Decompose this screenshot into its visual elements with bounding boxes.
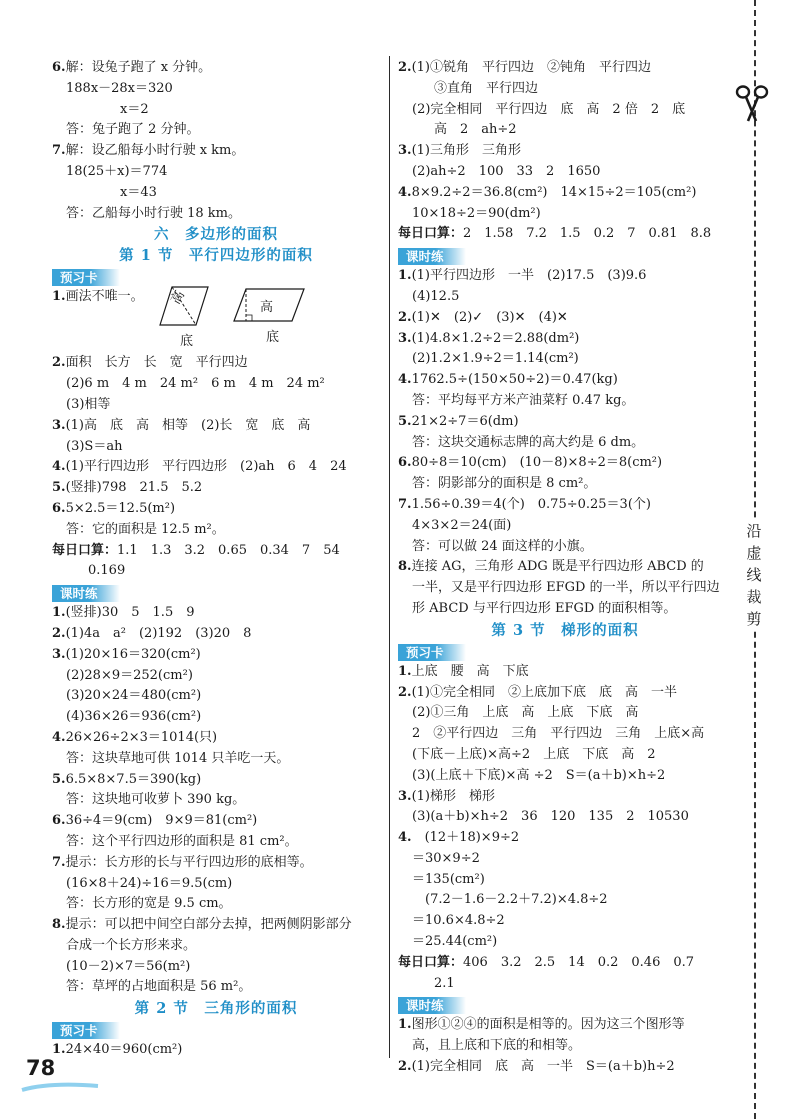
answer-content: 一半，又是平行四边形 EFGD 的一半，所以平行四边 <box>412 580 720 596</box>
answer-line <box>398 433 732 454</box>
question-number: 3. <box>52 417 66 433</box>
answer-content: 2 ②平行四边 三角 平行四边 三角 上底×高 <box>412 726 705 742</box>
answer-line <box>52 603 380 624</box>
daily-mental-math-label: 每日口算： <box>52 542 118 558</box>
answer-content: 21×2÷7＝6(dm) <box>411 413 519 429</box>
section-title: 第 2 节 三角形的面积 <box>134 1000 298 1018</box>
answer-content: (3)S＝ah <box>66 438 123 454</box>
answer-text <box>52 287 144 307</box>
question-number: 7. <box>52 854 66 870</box>
question-number: 5. <box>52 480 66 496</box>
answer-content: (7.2－1.6－2.2＋7.2)×4.8÷2 <box>412 892 608 908</box>
answer-line <box>52 770 380 791</box>
answer-line <box>52 811 380 832</box>
answer-content: x＝2 <box>120 101 149 117</box>
answer-line <box>52 478 380 499</box>
answer-line <box>52 728 380 749</box>
answer-line <box>52 457 380 478</box>
answer-line <box>52 686 380 707</box>
answer-line <box>52 100 380 121</box>
answer-content: (2)28×9＝252(cm²) <box>66 667 193 683</box>
answer-content: 6.5×8×7.5＝390(kg) <box>65 771 202 787</box>
answer-content: 0.169 <box>88 563 126 579</box>
answer-line <box>52 915 380 936</box>
section-tag: 课时练 <box>52 585 120 602</box>
cut-instruction <box>740 520 768 630</box>
answer-content: 答：可以做 24 面这样的小旗。 <box>412 538 593 554</box>
question-number: 3. <box>52 646 66 662</box>
answer-content: ＝30×9÷2 <box>412 850 480 866</box>
answer-line <box>398 162 732 183</box>
section-tag: 预习卡 <box>398 644 466 661</box>
right-column <box>398 58 732 1078</box>
answer-line <box>398 599 732 620</box>
answer-line <box>398 911 732 932</box>
question-number: 7. <box>398 496 412 512</box>
question-number: 3. <box>398 143 412 159</box>
column-divider <box>389 56 390 1058</box>
question-number: 4. <box>398 830 412 846</box>
answer-line <box>52 957 380 978</box>
answer-line <box>398 787 732 808</box>
answer-line <box>52 79 380 100</box>
answer-line <box>52 666 380 687</box>
answer-line <box>398 308 732 329</box>
question-number: 4. <box>398 372 412 388</box>
section-tag-row <box>398 994 732 1015</box>
daily-mental-math-label: 每日口算： <box>398 226 464 242</box>
answer-line <box>398 58 732 79</box>
figure-label: 底 <box>180 334 194 350</box>
answer-line <box>52 707 380 728</box>
answer-content: 8×9.2÷2＝36.8(cm²) 14×15÷2＝105(cm²) <box>411 184 697 200</box>
answer-content: (1)✕ (2)✓ (3)✕ (4)✕ <box>411 309 568 325</box>
answer-content: (3)(a＋b)×h÷2 36 120 135 2 10530 <box>412 809 689 825</box>
answer-content: 1.56÷0.39＝4(个) 0.75÷0.25＝3(个) <box>411 496 651 512</box>
answer-line-with-figure <box>52 287 380 353</box>
answer-content: (1)平行四边形 平行四边形 (2)ah 6 4 24 <box>65 459 347 475</box>
answer-content: (1)三角形 三角形 <box>411 143 521 159</box>
question-number: 3. <box>398 788 412 804</box>
answer-line <box>398 224 732 245</box>
answer-content: x＝43 <box>120 184 157 200</box>
answer-line <box>398 683 732 704</box>
answer-line <box>398 703 732 724</box>
answer-content: 答：这块交通标志牌的高大约是 6 dm。 <box>412 434 645 450</box>
answer-content: 提示：长方形的长与平行四边形的底相等。 <box>65 854 313 870</box>
answer-content: 合成一个长方形来求。 <box>66 937 197 953</box>
answer-content: (1)完全相同 底 高 一半 S＝(a＋b)h÷2 <box>411 1059 675 1075</box>
answer-content: 1762.5÷(150×50÷2)＝0.47(kg) <box>411 372 618 388</box>
answer-content: (2)1.2×1.9÷2＝1.14(cm²) <box>412 351 579 367</box>
answer-content: 4×3×2＝24(面) <box>412 517 512 533</box>
answer-content: 2.1 <box>434 975 455 991</box>
answer-line <box>52 183 380 204</box>
section-tag: 课时练 <box>398 997 466 1014</box>
answer-line <box>52 437 380 458</box>
answer-line <box>398 391 732 412</box>
answer-line <box>398 370 732 391</box>
answer-line <box>398 183 732 204</box>
answer-line <box>52 790 380 811</box>
answer-content: (16×8＋24)÷16＝9.5(cm) <box>66 875 233 891</box>
answer-line <box>398 578 732 599</box>
answer-content: 406 3.2 2.5 14 0.2 0.46 0.7 <box>463 954 695 970</box>
answer-line <box>398 828 732 849</box>
answer-content: 36÷4＝9(cm) 9×9＝81(cm²) <box>65 813 258 829</box>
section-tag: 课时练 <box>398 248 466 265</box>
answer-content: 上底 腰 高 下底 <box>411 663 529 679</box>
answer-content: (1)①锐角 平行四边 ②钝角 平行四边 <box>411 60 651 75</box>
answer-line <box>398 849 732 870</box>
answer-line <box>398 287 732 308</box>
daily-mental-math-label: 每日口算： <box>398 954 464 970</box>
answer-line <box>52 561 380 582</box>
figure-label: 高 <box>168 288 188 308</box>
question-number: 6. <box>52 60 66 75</box>
answer-content: 26×26÷2×3＝1014(只) <box>65 729 218 745</box>
answer-line <box>398 141 732 162</box>
answer-content: 面积 长方 长 宽 平行四边 <box>65 355 248 371</box>
section-tag-row <box>52 1019 380 1040</box>
question-number: 1. <box>52 1042 66 1058</box>
answer-line <box>398 100 732 121</box>
answer-content: (2)6 m 4 m 24 m² 6 m 4 m 24 m² <box>66 376 325 392</box>
answer-line <box>398 557 732 578</box>
answer-line <box>52 162 380 183</box>
section-title: 第 3 节 梯形的面积 <box>491 621 639 639</box>
answer-content: 答：这个平行四边形的面积是 81 cm²。 <box>66 833 298 849</box>
question-number: 2. <box>52 355 66 371</box>
answer-content: 答：乙船每小时行驶 18 km。 <box>66 205 242 221</box>
answer-line <box>52 749 380 770</box>
scissors-icon <box>734 84 770 124</box>
answer-content: ＝10.6×4.8÷2 <box>412 913 505 929</box>
answer-line <box>398 204 732 225</box>
answer-content: 答：长方形的宽是 9.5 cm。 <box>66 896 232 912</box>
answer-line <box>398 412 732 433</box>
question-number: 4. <box>52 729 66 745</box>
answer-line <box>398 516 732 537</box>
answer-line <box>398 662 732 683</box>
question-number: 1. <box>398 663 412 679</box>
answer-line <box>52 936 380 957</box>
figure-label: 底 <box>266 330 280 346</box>
section-tag-row <box>398 641 732 662</box>
answer-line <box>398 890 732 911</box>
answer-line <box>52 395 380 416</box>
answer-line <box>398 766 732 787</box>
answer-content: 答：平均每平方米产油菜籽 0.47 kg。 <box>412 392 635 408</box>
answer-content: (3)相等 <box>66 396 111 412</box>
answer-line <box>52 416 380 437</box>
question-number: 4. <box>398 184 412 200</box>
answer-line <box>398 474 732 495</box>
answer-line <box>398 453 732 474</box>
answer-line <box>52 204 380 225</box>
answer-content: 解：设兔子跑了 x 分钟。 <box>65 60 212 75</box>
section-title: 第 1 节 平行四边形的面积 <box>119 247 313 265</box>
answer-line <box>52 1040 380 1061</box>
question-number: 1. <box>398 1017 412 1033</box>
cut-instruction-char: 剪 <box>746 610 762 628</box>
answer-line <box>398 349 732 370</box>
page-number: 78 <box>26 1056 56 1080</box>
answer-line <box>398 1036 732 1057</box>
answer-line <box>398 1015 732 1036</box>
answer-content: 答：这块地可收萝卜 390 kg。 <box>66 792 246 808</box>
question-number: 2. <box>398 1059 412 1075</box>
question-number: 6. <box>398 455 412 471</box>
section-title: 六 多边形的面积 <box>154 226 278 244</box>
section-tag-row <box>52 582 380 603</box>
question-number: 2. <box>398 60 412 75</box>
answer-line <box>398 537 732 558</box>
answer-line <box>398 120 732 141</box>
answer-content: (12＋18)×9÷2 <box>411 830 520 846</box>
answer-content: 5×2.5＝12.5(m²) <box>65 500 176 516</box>
answer-content: 高，且上底和下底的和相等。 <box>412 1038 582 1054</box>
answer-content: (竖排)798 21.5 5.2 <box>65 480 203 496</box>
answer-line <box>398 266 732 287</box>
answer-content: 答：兔子跑了 2 分钟。 <box>66 122 200 138</box>
right-angle-mark <box>246 315 252 321</box>
question-number: 2. <box>398 309 412 325</box>
answer-line <box>52 374 380 395</box>
figure-label: 高 <box>260 300 274 316</box>
answer-content: (2)完全相同 平行四边 底 高 2 倍 2 底 <box>412 101 686 117</box>
parallelogram-figures <box>142 275 362 357</box>
cut-instruction-char: 虚 <box>746 544 762 562</box>
answer-content: (1)平行四边形 一半 (2)17.5 (3)9.6 <box>411 268 647 284</box>
answer-content: ③直角 平行四边 <box>434 80 539 96</box>
answer-content: 答：它的面积是 12.5 m²。 <box>66 521 225 537</box>
answer-content: (4)36×26＝936(cm²) <box>66 709 202 725</box>
question-number: 1. <box>52 289 66 305</box>
answer-content: 图形①②④的面积是相等的。因为这三个图形等 <box>411 1017 685 1033</box>
section-tag: 预习卡 <box>52 1022 120 1039</box>
answer-content: (1)梯形 梯形 <box>411 788 495 804</box>
answer-line <box>398 932 732 953</box>
answer-line <box>52 977 380 998</box>
answer-line <box>52 120 380 141</box>
answer-line <box>398 953 732 974</box>
answer-line <box>52 58 380 79</box>
answer-content: (3)20×24＝480(cm²) <box>66 688 202 704</box>
question-number: 7. <box>52 143 66 159</box>
cut-instruction-char: 线 <box>746 566 762 584</box>
answer-content: 188x－28x＝320 <box>66 80 173 96</box>
cut-instruction-char: 裁 <box>746 588 762 606</box>
answer-line <box>398 1057 732 1078</box>
question-number: 1. <box>398 268 412 284</box>
question-number: 2. <box>52 625 66 641</box>
question-number: 5. <box>398 413 412 429</box>
answer-content: 答：这块草地可供 1014 只羊吃一天。 <box>66 750 290 766</box>
answer-line <box>398 807 732 828</box>
answer-content: 画法不唯一。 <box>65 289 144 305</box>
answer-line <box>398 974 732 995</box>
answer-line <box>52 520 380 541</box>
question-number: 8. <box>52 917 66 933</box>
answer-line <box>398 724 732 745</box>
answer-content: (1)4.8×1.2÷2＝2.88(dm²) <box>411 330 580 346</box>
answer-line <box>398 329 732 350</box>
answer-line <box>398 495 732 516</box>
answer-line <box>398 79 732 100</box>
question-number: 8. <box>398 559 412 575</box>
answer-line <box>398 870 732 891</box>
question-number: 6. <box>52 500 66 516</box>
answer-line <box>52 645 380 666</box>
section-tag: 预习卡 <box>52 269 120 286</box>
answer-line <box>52 541 380 562</box>
answer-content: (竖排)30 5 1.5 9 <box>65 605 195 621</box>
question-number: 2. <box>398 684 412 700</box>
left-column <box>52 58 380 1061</box>
answer-content: ＝25.44(cm²) <box>412 934 498 950</box>
answer-content: (1)4a a² (2)192 (3)20 8 <box>65 625 252 641</box>
answer-content: 提示：可以把中间空白部分去掉，把两侧阴影部分 <box>65 917 352 933</box>
answer-line <box>52 141 380 162</box>
section-tag-row <box>398 245 732 266</box>
answer-content: (4)12.5 <box>412 288 460 304</box>
question-number: 4. <box>52 459 66 475</box>
answer-line <box>398 745 732 766</box>
answer-content: (2)ah÷2 100 33 2 1650 <box>412 163 601 179</box>
answer-content: (3)(上底＋下底)×高 ÷2 S＝(a＋b)×h÷2 <box>412 767 666 783</box>
question-number: 1. <box>52 605 66 621</box>
answer-line <box>52 894 380 915</box>
answer-content: 2 1.58 7.2 1.5 0.2 7 0.81 8.8 <box>463 226 712 242</box>
answer-content: 1.1 1.3 3.2 0.65 0.34 7 54 <box>117 542 340 558</box>
answer-content: 答：阴影部分的面积是 8 cm²。 <box>412 476 597 492</box>
answer-line <box>52 874 380 895</box>
question-number: 6. <box>52 813 66 829</box>
page-number-swoosh <box>20 1080 100 1094</box>
answer-line <box>52 499 380 520</box>
answer-content: (下底－上底)×高÷2 上底 下底 高 2 <box>412 746 656 762</box>
answer-content: 解：设乙船每小时行驶 x km。 <box>65 143 245 159</box>
answer-content: (1)20×16＝320(cm²) <box>65 646 201 662</box>
answer-content: 10×18÷2＝90(dm²) <box>412 205 541 221</box>
question-number: 3. <box>398 330 412 346</box>
question-number: 5. <box>52 771 66 787</box>
answer-content: 24×40＝960(cm²) <box>65 1042 183 1058</box>
answer-content: (1)①完全相同 ②上底加下底 底 高 一半 <box>411 684 677 700</box>
answer-line <box>52 832 380 853</box>
answer-content: (1)高 底 高 相等 (2)长 宽 底 高 <box>65 417 311 433</box>
answer-content: 80÷8＝10(cm) (10－8)×8÷2＝8(cm²) <box>411 455 663 471</box>
answer-content: 18(25＋x)＝774 <box>66 163 168 179</box>
answer-content: 答：草坪的占地面积是 56 m²。 <box>66 979 252 995</box>
answer-content: (10－2)×7＝56(m²) <box>66 958 191 974</box>
cut-instruction-char: 沿 <box>746 522 762 540</box>
answer-content: 形 ABCD 与平行四边形 EFGD 的面积相等。 <box>412 600 677 616</box>
answer-line <box>52 853 380 874</box>
answer-content: (2)①三角 上底 高 上底 下底 高 <box>412 705 639 721</box>
answer-content: ＝135(cm²) <box>412 871 485 887</box>
answer-content: 连接 AG，三角形 ADG 既是平行四边形 ABCD 的 <box>411 559 704 575</box>
answer-content: 高 2 ah÷2 <box>434 122 517 138</box>
answer-line <box>52 624 380 645</box>
